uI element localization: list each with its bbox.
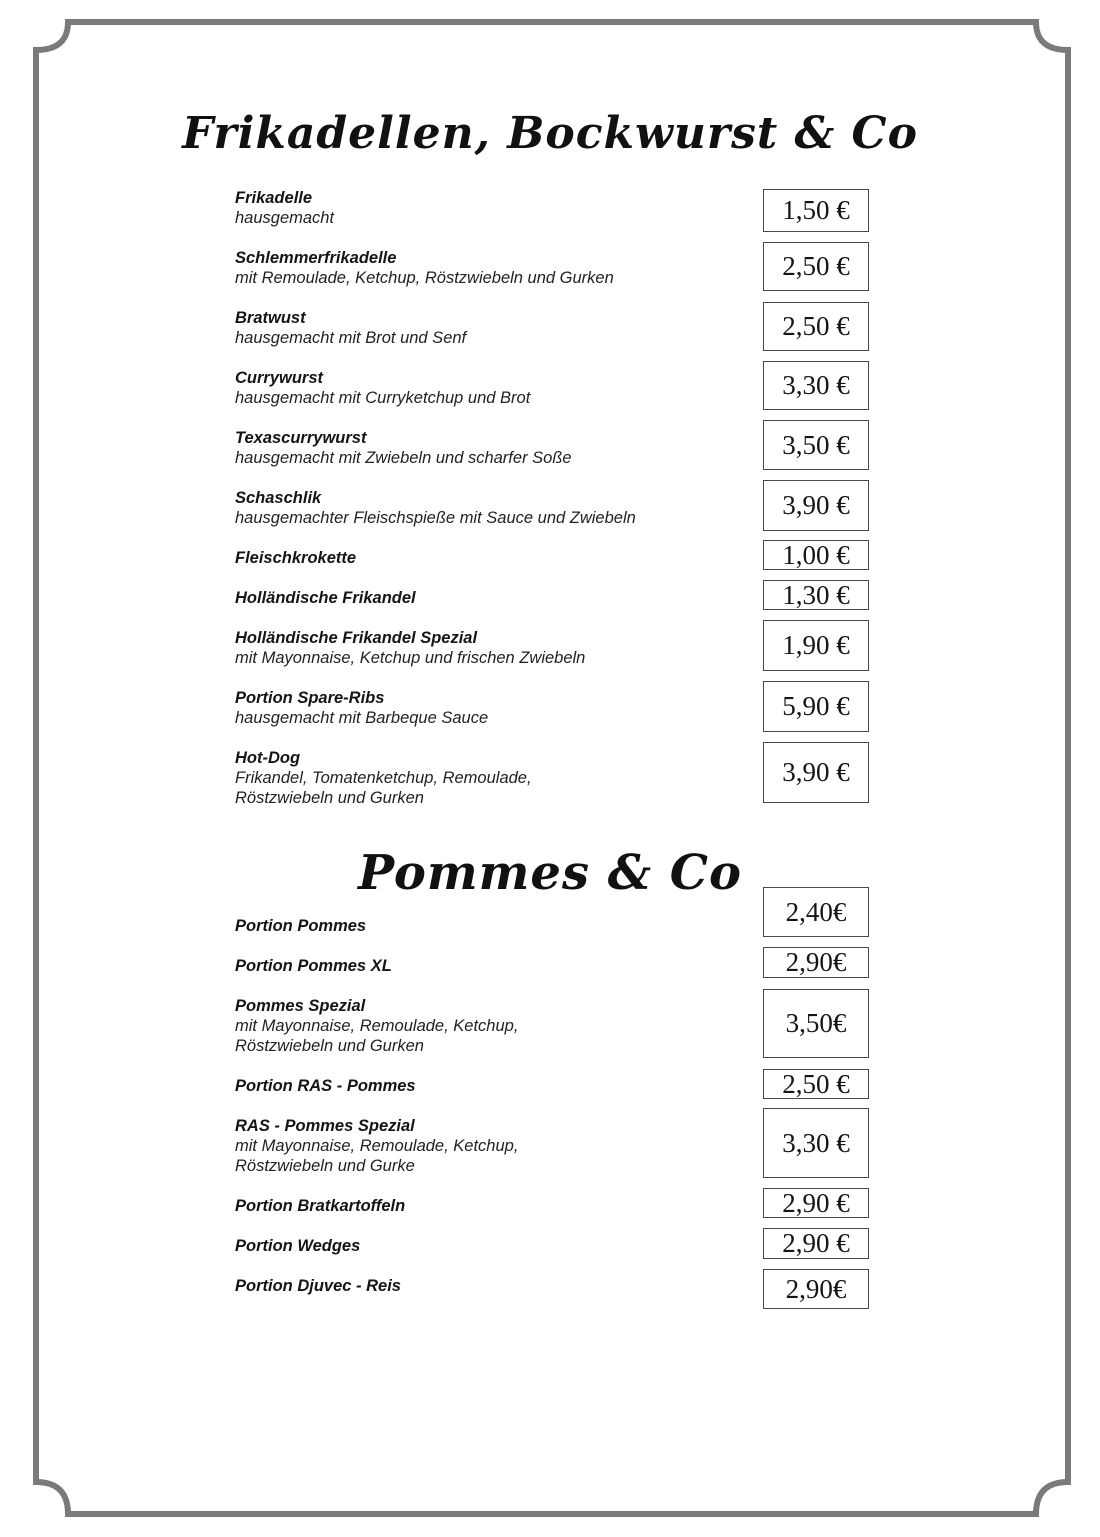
price-box: 5,90 € xyxy=(763,681,869,732)
menu-item xyxy=(235,956,755,976)
item-name: Portion Spare-Ribs xyxy=(235,689,385,707)
menu-item xyxy=(235,748,755,808)
item-description: mit Mayonnaise, Ketchup und frischen Zwiebeln xyxy=(235,649,586,667)
item-name: Bratwust xyxy=(235,309,306,327)
item-name: Texascurrywurst xyxy=(235,429,367,447)
menu-item xyxy=(235,248,755,288)
item-name: Holländische Frikandel xyxy=(235,589,416,607)
item-description: hausgemachter Fleischspieße mit Sauce und Zwiebeln xyxy=(235,509,636,527)
item-name: Portion Pommes XL xyxy=(235,957,392,975)
item-name: Fleischkrokette xyxy=(235,549,357,567)
item-name: Pommes Spezial xyxy=(235,997,366,1015)
section-title-frikadellen: Frikadellen, Bockwurst & Co xyxy=(182,108,918,159)
item-name: Schlemmerfrikadelle xyxy=(235,249,397,267)
item-name: Hot-Dog xyxy=(235,749,301,767)
price-box: 3,50€ xyxy=(763,989,869,1058)
item-description: hausgemacht mit Barbeque Sauce xyxy=(235,709,489,727)
price-box: 3,90 € xyxy=(763,742,869,803)
item-description: mit Remoulade, Ketchup, Röstzwiebeln und Gurken xyxy=(235,269,614,287)
item-description: Frikandel, Tomatenketchup, Remoulade, Röstzwiebeln und Gurken xyxy=(235,769,532,807)
price-box: 3,30 € xyxy=(763,361,869,410)
item-name: Portion RAS - Pommes xyxy=(235,1077,416,1095)
item-name: Currywurst xyxy=(235,369,324,387)
item-description: mit Mayonnaise, Remoulade, Ketchup, Röstzwiebeln und Gurke xyxy=(235,1137,519,1175)
price-box: 2,90 € xyxy=(763,1228,869,1259)
menu-item xyxy=(235,308,755,348)
menu-item xyxy=(235,368,755,408)
menu-item xyxy=(235,488,755,528)
menu-item xyxy=(235,1276,755,1296)
menu-item xyxy=(235,188,755,228)
price-box: 2,50 € xyxy=(763,1069,869,1099)
menu-item xyxy=(235,1116,755,1176)
menu-item xyxy=(235,996,755,1056)
item-name: Portion Djuvec - Reis xyxy=(235,1277,401,1295)
price-box: 2,40€ xyxy=(763,887,869,937)
menu-item xyxy=(235,916,755,936)
price-box: 3,90 € xyxy=(763,480,869,531)
item-name: Portion Bratkartoffeln xyxy=(235,1197,406,1215)
price-box: 2,90€ xyxy=(763,1269,869,1309)
menu-item xyxy=(235,1076,755,1096)
item-name: Holländische Frikandel Spezial xyxy=(235,629,478,647)
item-name: Frikadelle xyxy=(235,189,313,207)
menu-item xyxy=(235,548,755,568)
item-description: hausgemacht mit Zwiebeln und scharfer Soße xyxy=(235,449,572,467)
menu-item xyxy=(235,428,755,468)
item-description: hausgemacht xyxy=(235,209,335,227)
price-box: 2,90€ xyxy=(763,947,869,978)
menu-item xyxy=(235,1196,755,1216)
item-name: Schaschlik xyxy=(235,489,322,507)
menu-item xyxy=(235,588,755,608)
item-name: Portion Pommes xyxy=(235,917,367,935)
price-box: 2,90 € xyxy=(763,1188,869,1218)
price-box: 3,50 € xyxy=(763,420,869,470)
price-box: 1,30 € xyxy=(763,580,869,610)
price-box: 1,50 € xyxy=(763,189,869,232)
price-box: 1,90 € xyxy=(763,620,869,671)
item-description: mit Mayonnaise, Remoulade, Ketchup, Röstzwiebeln und Gurken xyxy=(235,1017,519,1055)
menu-item xyxy=(235,1236,755,1256)
section-title-pommes: Pommes & Co xyxy=(358,845,742,901)
item-name: RAS - Pommes Spezial xyxy=(235,1117,415,1135)
menu-item xyxy=(235,628,755,668)
price-box: 2,50 € xyxy=(763,242,869,291)
item-name: Portion Wedges xyxy=(235,1237,361,1255)
item-description: hausgemacht mit Brot und Senf xyxy=(235,329,467,347)
price-box: 3,30 € xyxy=(763,1108,869,1178)
item-description: hausgemacht mit Curryketchup und Brot xyxy=(235,389,531,407)
price-box: 2,50 € xyxy=(763,302,869,351)
price-box: 1,00 € xyxy=(763,540,869,570)
menu-item xyxy=(235,688,755,728)
